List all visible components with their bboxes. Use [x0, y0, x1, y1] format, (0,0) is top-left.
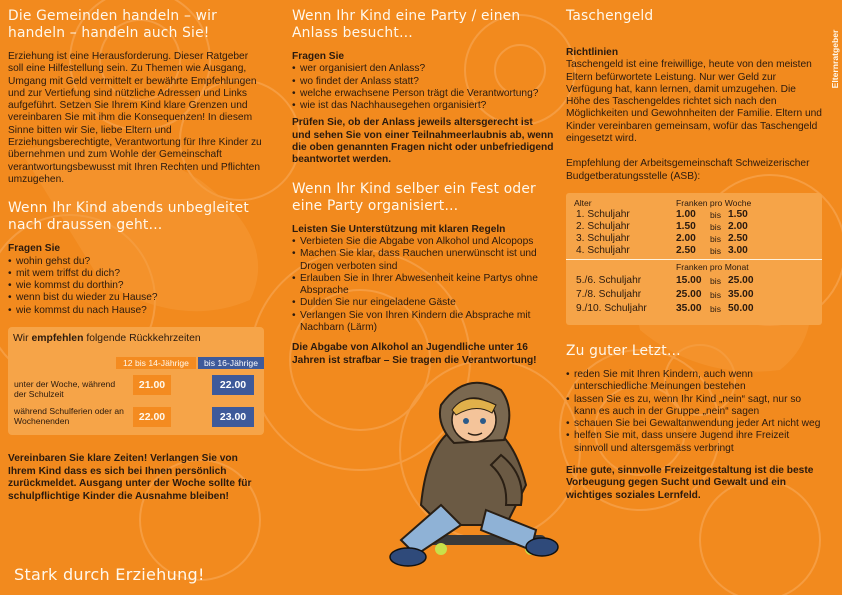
school-year: 1. Schuljahr [576, 208, 630, 220]
bis-word: bis [710, 275, 721, 286]
intro-prefix: Wir [13, 333, 32, 345]
school-year: 7./8. Schuljahr [576, 288, 642, 300]
table-row [576, 303, 816, 315]
list-item: • Verbieten Sie die Abgabe von Alkohol und Alcopops [292, 236, 554, 248]
boy-on-skateboard-illustration [386, 365, 566, 590]
guidelines-head: Richtlinien [566, 47, 619, 58]
weekend-label: während Schulferien oder an Wochenenden [14, 406, 124, 427]
table-row [576, 275, 816, 287]
night-out-title: Wenn Ihr Kind abends unbegleitet nach draussen geht… [8, 200, 249, 234]
party-questions-head: Fragen Sie [292, 51, 345, 62]
bis-word: bis [710, 221, 721, 232]
amount-from: 25.00 [676, 288, 702, 300]
final-thoughts-title: Zu guter Letzt… [566, 342, 681, 359]
amount-to: 25.00 [728, 274, 754, 286]
amount-from: 15.00 [676, 274, 702, 286]
column-parties [292, 8, 554, 367]
list-item: • wo findet der Anlass statt? [292, 76, 554, 88]
pocket-money-table [566, 193, 822, 325]
party-questions-list [292, 63, 554, 112]
asb-recommendation: Empfehlung der Arbeitsgemeinschaft Schweizerischer Budgetberatungsstelle (ASB): [566, 158, 810, 182]
slogan: Stark durch Erziehung! [14, 565, 205, 584]
check-text: Prüfen Sie, ob der Anlass jeweils altersgerecht ist und sehen Sie von einer Teilnahmeerlaubnis ab, wenn die oben genannten Fragen nicht oder unbefriedigend beantwortet werden. [292, 117, 554, 166]
own-party-title: Wenn Ihr Kind selber ein Fest oder eine Party organisiert… [292, 180, 536, 214]
night-questions-head: Fragen Sie [8, 243, 61, 255]
list-item: • Verlangen Sie von Ihren Kindern die Absprache mit Nachbarn (Lärm) [292, 310, 554, 335]
municipalities-title: Die Gemeinden handeln – wir handeln – handeln auch Sie! [8, 8, 218, 41]
weekly-header: Franken pro Woche [676, 197, 752, 208]
return-times-box [8, 327, 264, 435]
weekday-label: unter der Woche, während der Schulzeit [14, 379, 116, 400]
amount-to: 1.50 [728, 208, 748, 220]
bis-word: bis [710, 233, 721, 244]
time-weekend-16: 23.00 [212, 407, 254, 427]
age-header: Alter [574, 197, 592, 208]
table-row [576, 245, 816, 257]
intro-text: Erziehung ist eine Herausforderung. Dieser Ratgeber soll eine Hilfestellung sein. Zu Themen wie Ausgang, Umgang mit Geld vermittelt er bewährte Empfehlungen und zur Vertiefung sind nützliche Adressen und Links aufgeführt. Setzen Sie Ihrem Kind klare Grenzen und vereinbaren Sie mit ihm die Konsequenzen! In diesem Sinne bitten wir Sie, liebe Eltern und Erziehungsberechtigte, Verantwortung für Ihre Kinder zu übernehmen und zum Wohle der Gemeinschaft verantwortungsbewusst mit Ihren Rechten und Pflichten umzugehen. [8, 51, 262, 185]
side-label-text: Elternratgeber [830, 29, 840, 89]
school-year: 5./6. Schuljahr [576, 274, 642, 286]
list-item: • wohin gehst du? [8, 256, 266, 268]
time-weekend-12-14: 22.00 [133, 407, 171, 427]
list-item: • helfen Sie mit, dass unsere Jugend ihre Freizeit sinnvoll und altersgemäss verbringt [566, 430, 822, 455]
monthly-header: Franken pro Monat [676, 261, 749, 272]
amount-from: 2.00 [676, 232, 696, 244]
amount-from: 2.50 [676, 244, 696, 256]
alcohol-law-notice: Die Abgabe von Alkohol an Jugendliche unter 16 Jahren ist strafbar – Sie tragen die Verantwortung! [292, 342, 537, 366]
school-year: 9./10. Schuljahr [576, 302, 647, 314]
list-item: • wie ist das Nachhausegehen organisiert? [292, 100, 554, 112]
table-row [576, 233, 816, 245]
list-item: • Dulden Sie nur eingeladene Gäste [292, 297, 554, 309]
school-year: 4. Schuljahr [576, 244, 630, 256]
list-item: • Machen Sie klar, dass Rauchen unerwünscht ist und Drogen verboten sind [292, 248, 554, 273]
night-questions-list [8, 256, 266, 317]
table-row [576, 209, 816, 221]
school-year: 3. Schuljahr [576, 232, 630, 244]
age-group-16: bis 16-Jährige [198, 357, 264, 369]
table-divider [566, 259, 822, 260]
time-weekday-12-14: 21.00 [133, 375, 171, 395]
list-item: • reden Sie mit Ihren Kindern, auch wenn unterschiedliche Meinungen bestehen [566, 369, 822, 394]
intro-bold: empfehlen [31, 333, 84, 345]
column-pocket-money [566, 8, 822, 502]
bis-word: bis [710, 303, 721, 314]
list-item: • lassen Sie es zu, wenn Ihr Kind „nein“ sagt, nur so kann es auch in der Gruppe „nein“ sagen [566, 394, 822, 419]
list-item: • wie kommst du dorthin? [8, 280, 266, 292]
list-item: • schauen Sie bei Gewaltanwendung jeder Art nicht weg [566, 418, 822, 430]
final-thoughts-list [566, 369, 822, 455]
time-weekday-16: 22.00 [212, 375, 254, 395]
final-note: Eine gute, sinnvolle Freizeitgestaltung ist die beste Vorbeugung gegen Sucht und Gewalt und ein wichtiges soziales Lernfeld. [566, 465, 814, 501]
closing-advice: Vereinbaren Sie klare Zeiten! Verlangen Sie von Ihrem Kind dass es sich bei Ihnen persönlich zurückmeldet. Ausgang unter der Woche sollte für schulpflichtige Kinder die Ausnahme bleiben! [8, 453, 252, 502]
amount-to: 50.00 [728, 302, 754, 314]
party-title: Wenn Ihr Kind eine Party / einen Anlass besucht… [292, 8, 521, 41]
column-municipalities [8, 8, 266, 503]
bis-word: bis [710, 209, 721, 220]
amount-from: 35.00 [676, 302, 702, 314]
pocket-money-title: Taschengeld [566, 8, 654, 24]
guidelines-text: Taschengeld ist eine freiwillige, heute von den meisten Eltern befürwortete Leistung. Nur wer Geld zur Verfügung hat, kann lernen, damit umzugehen. Die Höhe des Taschengeldes richtet sich nach den Möglichkeiten und Gewohnheiten der Familie. Eltern und Kinder vereinbaren gemeinsam, wofür das Taschengeld eingesetzt wird. [566, 59, 822, 145]
table-row [576, 221, 816, 233]
list-item: • Erlauben Sie in Ihrer Abwesenheit keine Partys ohne Absprache [292, 273, 554, 298]
list-item: • mit wem triffst du dich? [8, 268, 266, 280]
amount-to: 3.00 [728, 244, 748, 256]
support-list [292, 236, 554, 334]
return-times-intro [13, 333, 201, 345]
support-head: Leisten Sie Unterstützung mit klaren Regeln [292, 223, 506, 235]
amount-from: 1.00 [676, 208, 696, 220]
bis-word: bis [710, 245, 721, 256]
side-label [823, 14, 840, 114]
list-item: • wie kommst du nach Hause? [8, 305, 266, 317]
intro-suffix: folgende Rückkehrzeiten [83, 333, 201, 345]
list-item: • wer organisiert den Anlass? [292, 63, 554, 75]
list-item: • welche erwachsene Person trägt die Verantwortung? [292, 88, 554, 100]
age-group-12-14: 12 bis 14-Jährige [116, 357, 196, 369]
amount-to: 2.00 [728, 220, 748, 232]
amount-to: 2.50 [728, 232, 748, 244]
list-item: • wenn bist du wieder zu Hause? [8, 292, 266, 304]
amount-from: 1.50 [676, 220, 696, 232]
amount-to: 35.00 [728, 288, 754, 300]
bis-word: bis [710, 289, 721, 300]
table-row [576, 289, 816, 301]
school-year: 2. Schuljahr [576, 220, 630, 232]
